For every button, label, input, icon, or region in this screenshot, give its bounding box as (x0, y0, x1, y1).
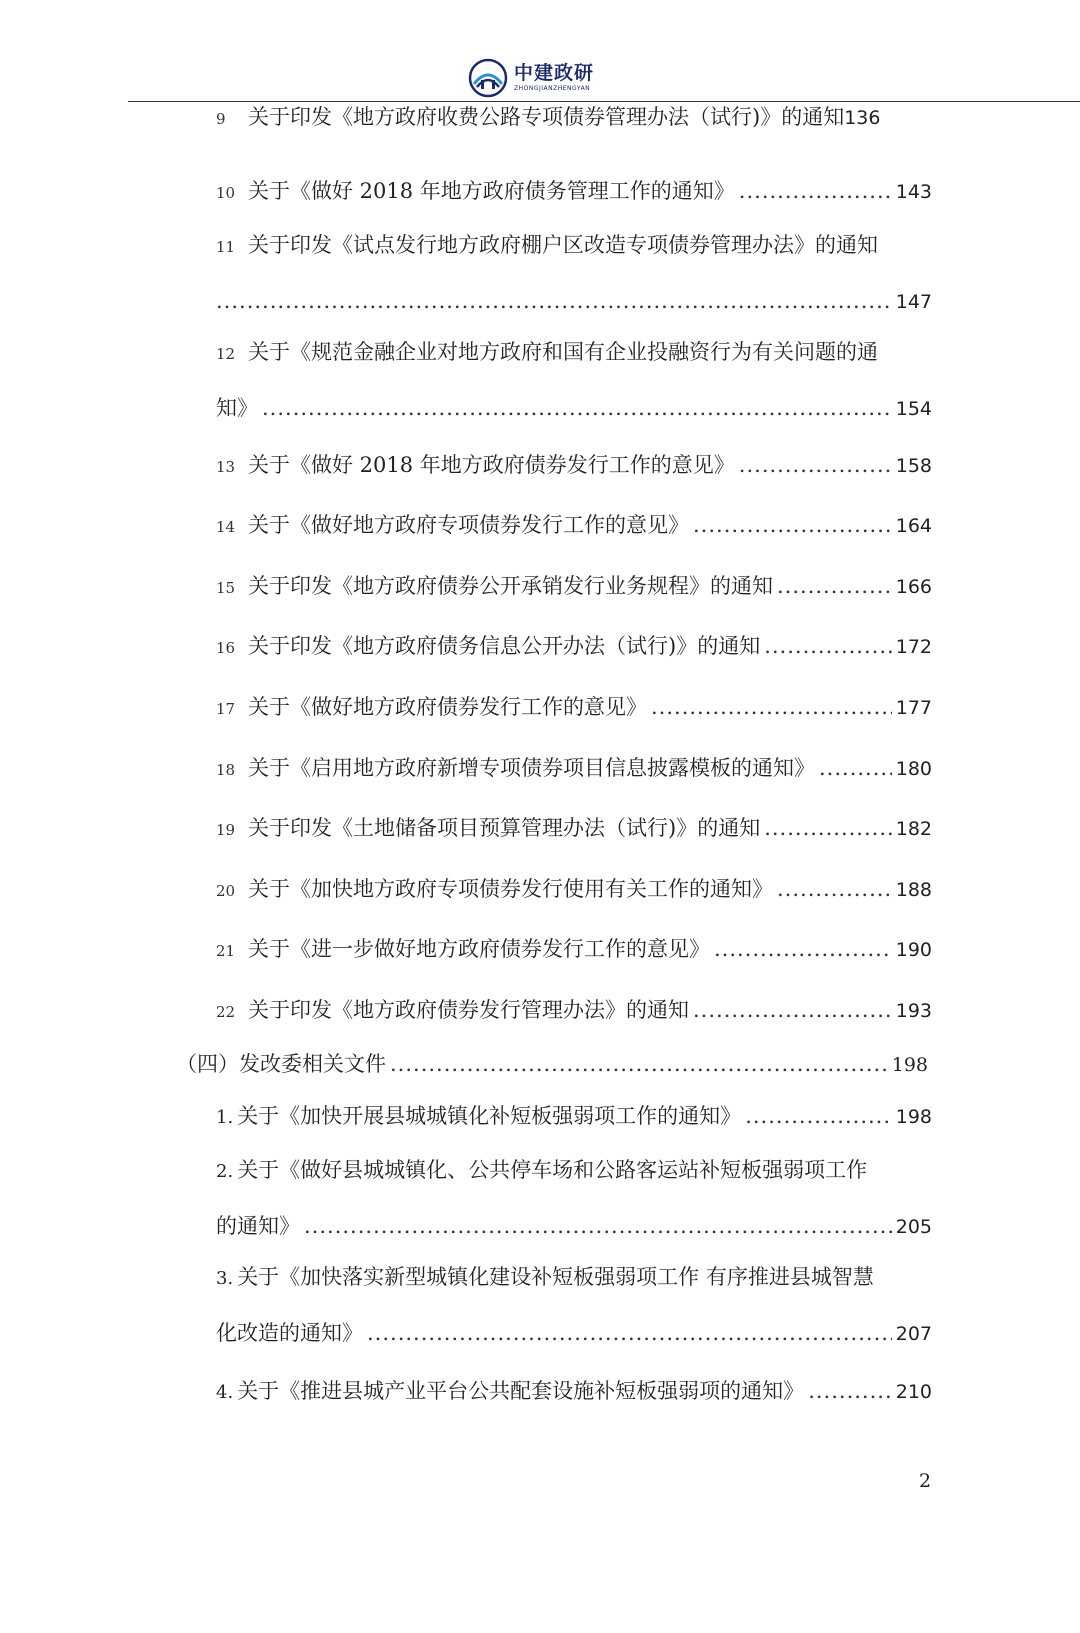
leader-dots (745, 1102, 892, 1130)
toc-entry-11[interactable] (216, 231, 932, 316)
entry-number: 14 (216, 518, 236, 536)
leader-dots (390, 1050, 888, 1078)
toc-entry-16[interactable] (216, 632, 932, 662)
entry-page: 190 (895, 939, 932, 961)
entry-title: 关于印发《试点发行地方政府棚户区改造专项债券管理办法》的通知 (248, 233, 878, 257)
toc-entry-12[interactable] (216, 338, 932, 423)
toc-entry-22[interactable] (216, 996, 932, 1026)
entry-number: 9 (216, 110, 226, 128)
toc-entry-9[interactable] (216, 103, 932, 133)
leader-dots (777, 875, 892, 903)
leader-dots (777, 572, 892, 600)
logo-emblem-icon (468, 58, 508, 98)
entry-number: 15 (216, 579, 236, 597)
entry-page: 193 (895, 1000, 932, 1022)
entry-page: 182 (895, 818, 932, 840)
entry-number: 11 (216, 238, 236, 256)
entry-page: 180 (895, 758, 932, 780)
entry-page: 136 (844, 107, 881, 129)
entry-title: 关于印发《地方政府债券公开承销发行业务规程》的通知 (248, 574, 773, 598)
entry-number: 12 (216, 345, 236, 363)
entry-number: 2. (216, 1161, 234, 1182)
leader-dots (819, 754, 892, 782)
entry-number: 10 (216, 184, 236, 202)
leader-dots (739, 451, 892, 479)
entry-page: 158 (895, 455, 932, 477)
leader-dots (808, 1377, 892, 1405)
entry-title: 关于《加快开展县城城镇化补短板强弱项工作的通知》 (237, 1104, 742, 1128)
entry-page: 166 (895, 576, 932, 598)
toc-sub-entry-4[interactable] (216, 1377, 932, 1407)
entry-title-line1: 关于《做好县城城镇化、公共停车场和公路客运站补短板强弱项工作 (237, 1158, 868, 1182)
toc-entry-18[interactable] (216, 754, 932, 784)
entry-number: 3. (216, 1268, 234, 1289)
entry-page: 205 (895, 1216, 932, 1238)
entry-page: 207 (895, 1323, 932, 1345)
leader-dots (693, 511, 892, 539)
entry-number: 21 (216, 942, 236, 960)
entry-number: 19 (216, 821, 236, 839)
section-page: 198 (891, 1054, 928, 1076)
entry-title: 关于《做好地方政府债券发行工作的意见》 (248, 695, 647, 719)
leader-dots (367, 1319, 892, 1347)
entry-page: 177 (895, 697, 932, 719)
entry-page: 147 (895, 291, 932, 313)
toc-entry-15[interactable] (216, 572, 932, 602)
leader-dots (693, 996, 892, 1024)
entry-title: 关于《启用地方政府新增专项债券项目信息披露模板的通知》 (248, 756, 815, 780)
leader-dots (764, 814, 892, 842)
entry-number: 4. (216, 1382, 234, 1403)
toc-section-ndrc[interactable] (176, 1050, 928, 1079)
page-number: 2 (919, 1470, 932, 1492)
entry-title-line2: 的通知》 (216, 1214, 300, 1238)
entry-title: 关于《做好 2018 年地方政府债务管理工作的通知》 (248, 179, 735, 203)
section-title: （四）发改委相关文件 (176, 1052, 386, 1076)
toc-entry-19[interactable] (216, 814, 932, 844)
toc-sub-entry-3[interactable] (216, 1263, 932, 1348)
header-divider (128, 101, 1080, 102)
entry-number: 16 (216, 639, 236, 657)
entry-title: 关于印发《土地储备项目预算管理办法（试行)》的通知 (248, 816, 761, 840)
entry-title: 关于《做好地方政府专项债券发行工作的意见》 (248, 513, 689, 537)
entry-page: 154 (895, 398, 932, 420)
entry-number: 22 (216, 1003, 236, 1021)
entry-number: 13 (216, 458, 236, 476)
toc-sub-entry-2[interactable] (216, 1156, 932, 1241)
entry-number: 20 (216, 882, 236, 900)
entry-page: 172 (895, 636, 932, 658)
entry-title: 关于印发《地方政府收费公路专项债券管理办法（试行)》的通知 (248, 105, 845, 129)
toc-sub-entry-1[interactable] (216, 1102, 932, 1132)
leader-dots (304, 1212, 892, 1240)
leader-dots (262, 394, 892, 422)
leader-dots (216, 287, 892, 315)
toc-entry-13[interactable] (216, 451, 932, 481)
entry-title: 关于《加快地方政府专项债券发行使用有关工作的通知》 (248, 877, 773, 901)
entry-title: 关于《推进县城产业平台公共配套设施补短板强弱项的通知》 (237, 1379, 805, 1403)
entry-page: 210 (895, 1381, 932, 1403)
toc-entry-10[interactable] (216, 177, 932, 207)
entry-title: 关于印发《地方政府债券发行管理办法》的通知 (248, 998, 689, 1022)
entry-page: 198 (895, 1106, 932, 1128)
toc-entry-20[interactable] (216, 875, 932, 905)
entry-title-line2: 化改造的通知》 (216, 1321, 363, 1345)
entry-page: 164 (895, 515, 932, 537)
leader-dots (651, 693, 892, 721)
entry-number: 18 (216, 761, 236, 779)
entry-page: 188 (895, 879, 932, 901)
toc-entry-17[interactable] (216, 693, 932, 723)
toc-entry-14[interactable] (216, 511, 932, 541)
entry-title: 关于《做好 2018 年地方政府债券发行工作的意见》 (248, 453, 735, 477)
brand-name-cn: 中建政研 (514, 62, 595, 84)
entry-title-line1: 关于《规范金融企业对地方政府和国有企业投融资行为有关问题的通 (248, 340, 878, 364)
entry-title-line2: 知》 (216, 396, 258, 420)
brand-logo (468, 58, 594, 98)
leader-dots (764, 632, 892, 660)
brand-name-en: ZHONGJIANZHENGYAN (514, 85, 591, 92)
toc-entry-21[interactable] (216, 935, 932, 965)
leader-dots (714, 935, 892, 963)
entry-title-line1: 关于《加快落实新型城镇化建设补短板强弱项工作 有序推进县城智慧 (237, 1265, 874, 1289)
entry-title: 关于印发《地方政府债务信息公开办法（试行)》的通知 (248, 634, 761, 658)
entry-number: 1. (216, 1107, 234, 1128)
entry-page: 143 (895, 181, 932, 203)
leader-dots (739, 177, 892, 205)
entry-title: 关于《进一步做好地方政府债券发行工作的意见》 (248, 937, 710, 961)
entry-number: 17 (216, 700, 236, 718)
page-header (0, 0, 1080, 105)
